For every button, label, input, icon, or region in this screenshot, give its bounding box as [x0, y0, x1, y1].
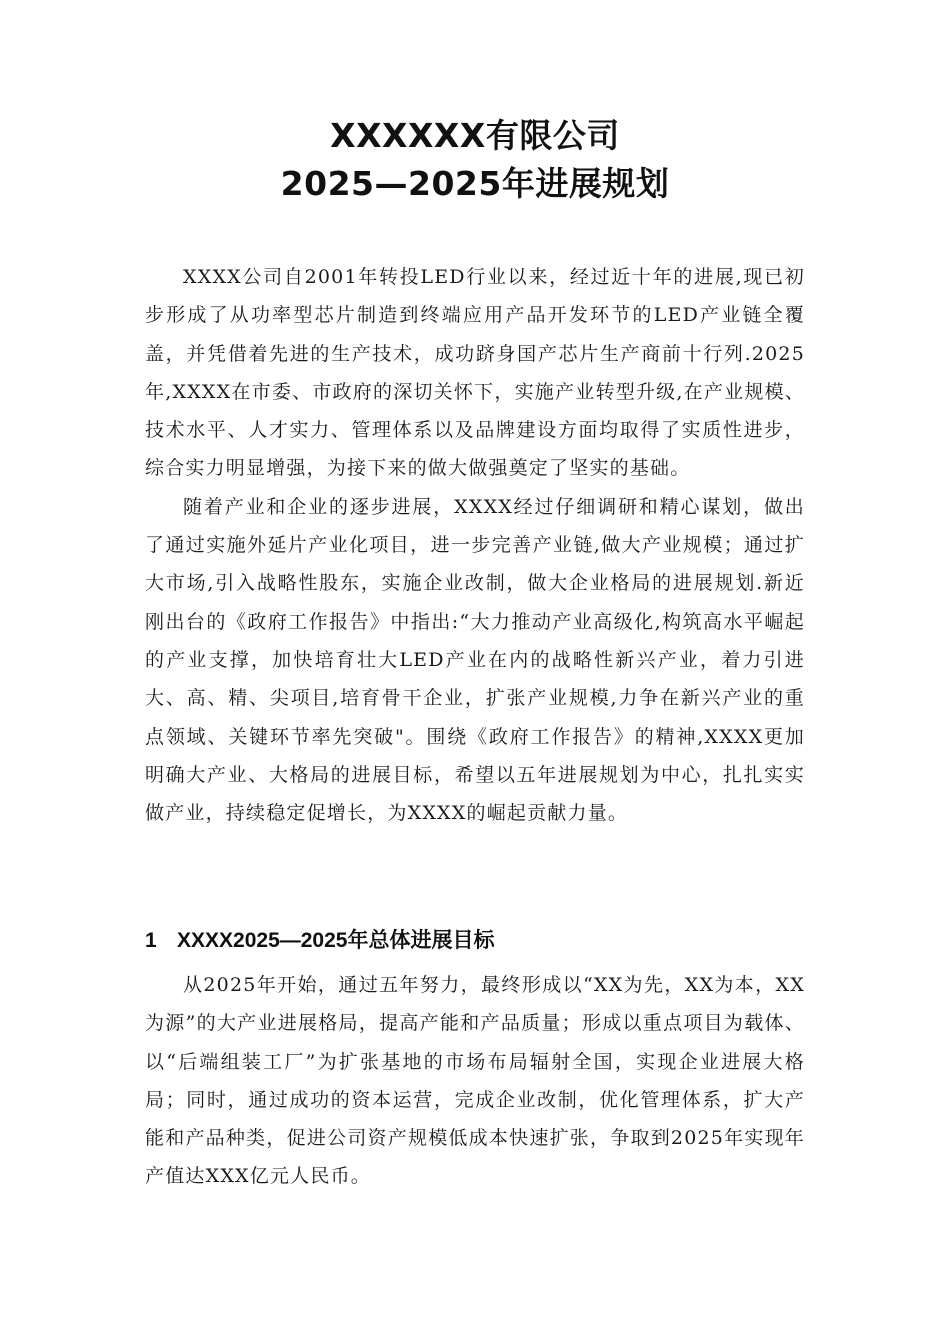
section-1-heading — [145, 924, 494, 958]
title-plan-period: 2025—2025年进展规划 — [280, 164, 670, 203]
section-1-body — [145, 966, 805, 1196]
document-title — [0, 112, 950, 208]
title-company-name: XXXXXX有限公司 — [330, 116, 620, 155]
intro-paragraph-2: 随着产业和企业的逐步进展，XXXX经过仔细调研和精心谋划，做出了通过实施外延片产业化项目，进一步完善产业链,做大产业规模；通过扩大市场,引入战略性股东，实施企业改制，做大企业格局的进展规划.新近刚出台的《政府工作报告》中指出:“大力推动产业高级化,构筑高水平崛起的产业支撑，加快培育壮大LED产业在内的战略性新兴产业，着力引进大、高、精、尖项目,培育骨干企业，扩张产业规模,力争在新兴产业的重点领域、关键环节率先突破"。围绕《政府工作报告》的精神,XXXX更加明确大产业、大格局的进展目标，希望以五年进展规划为中心，扎扎实实做产业，持续稳定促增长，为XXXX的崛起贡献力量。 — [145, 495, 805, 825]
intro-paragraph-1: XXXX公司自2001年转投LED行业以来，经过近十年的进展,现已初步形成了从功率型芯片制造到终端应用产品开发环节的LED产业链全覆盖，并凭借着先进的生产技术，成功跻身国产芯片生产商前十行列.2025年,XXXX在市委、市政府的深切关怀下，实施产业转型升级,在产业规模、技术水平、人才实力、管理体系以及品牌建设方面均取得了实质性进步，综合实力明显增强，为接下来的做大做强奠定了坚实的基础。 — [145, 266, 805, 480]
section-1-paragraph: 从2025年开始，通过五年努力，最终形成以“XX为先，XX为本，XX为源”的大产业进展格局，提高产能和产品质量；形成以重点项目为载体、以“后端组装工厂”为扩张基地的市场布局辐射全国，实现企业进展大格局；同时，通过成功的资本运营，完成企业改制，优化管理体系，扩大产能和产品种类，促进公司资产规模低成本快速扩张，争取到2025年实现年产值达XXX亿元人民币。 — [145, 974, 805, 1188]
section-1-heading-text: XXXX2025—2025年总体进展目标 — [177, 929, 495, 952]
section-1-number: 1 — [145, 929, 157, 952]
intro-section — [145, 258, 805, 832]
